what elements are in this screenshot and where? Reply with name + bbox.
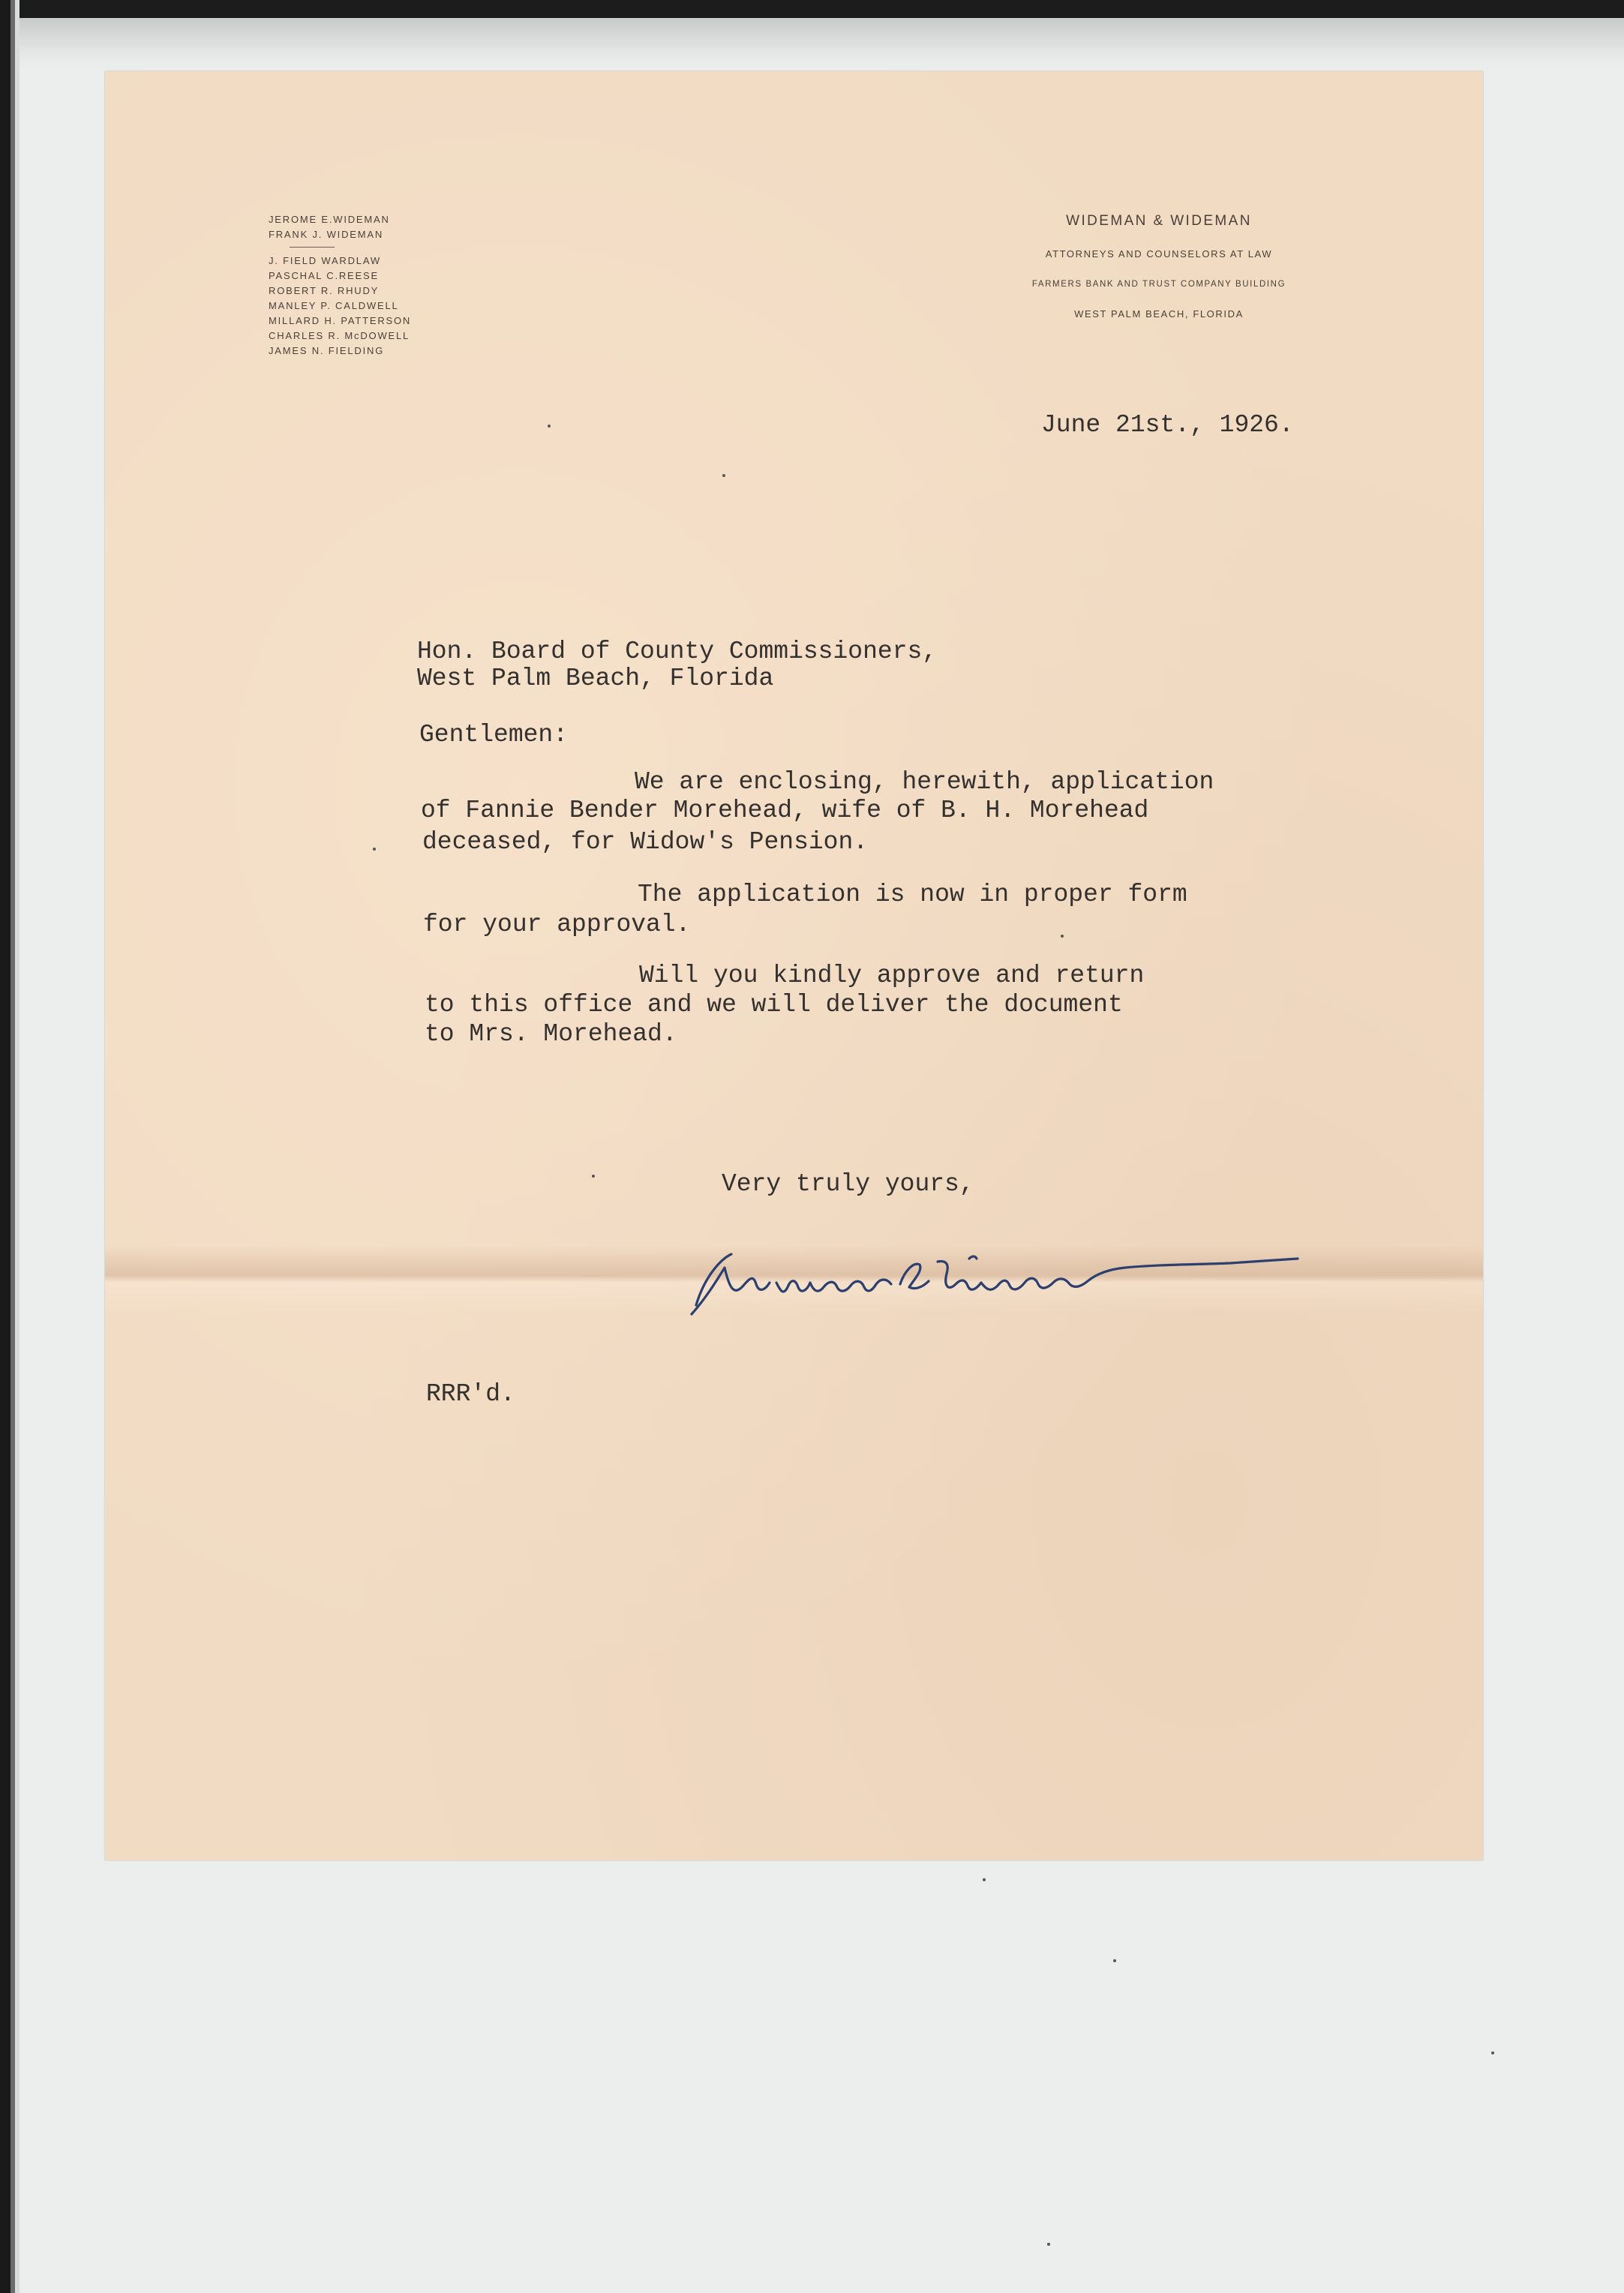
scan-left-border	[0, 0, 20, 2293]
letterhead-firm-block	[968, 212, 1350, 322]
body-line: to this office and we will deliver the document	[425, 991, 1123, 1019]
associate-name: MANLEY P. CALDWELL	[269, 300, 399, 311]
associate-name: MILLARD H. PATTERSON	[269, 315, 412, 326]
closing: Very truly yours,	[722, 1170, 974, 1198]
letterhead-divider	[290, 247, 335, 248]
partner-name: FRANK J. WIDEMAN	[269, 229, 384, 240]
firm-name: WIDEMAN & WIDEMAN	[1066, 213, 1252, 229]
typist-initials: RRR'd.	[426, 1380, 515, 1408]
body-line: We are enclosing, herewith, application	[635, 768, 1214, 796]
scan-speck	[1047, 2243, 1050, 2246]
paper-speck	[592, 1175, 595, 1178]
firm-building: FARMERS BANK AND TRUST COMPANY BUILDING	[1031, 280, 1286, 289]
firm-description: ATTORNEYS AND COUNSELORS AT LAW	[1045, 248, 1273, 260]
scan-speck	[1113, 1959, 1116, 1962]
paper-speck	[548, 425, 551, 428]
associate-name: J. FIELD WARDLAW	[269, 255, 381, 266]
addressee-line: West Palm Beach, Florida	[417, 665, 774, 692]
paper-speck	[722, 474, 725, 477]
associate-name: ROBERT R. RHUDY	[269, 285, 380, 296]
scan-speck	[983, 1878, 986, 1881]
body-line: for your approval.	[423, 911, 691, 938]
body-line: Will you kindly approve and return	[639, 962, 1145, 989]
addressee-line: Hon. Board of County Commissioners,	[417, 638, 938, 665]
letterhead-partner-list	[269, 212, 411, 359]
firm-city: WEST PALM BEACH, FLORIDA	[1074, 308, 1244, 320]
associate-name: JAMES N. FIELDING	[269, 345, 385, 356]
associate-name: CHARLES R. McDOWELL	[269, 330, 410, 341]
scan-speck	[1491, 2051, 1494, 2054]
scan-top-border	[0, 0, 1624, 18]
scan-shadow	[20, 18, 1624, 71]
paper-speck	[373, 848, 376, 851]
body-line: of Fannie Bender Morehead, wife of B. H. Morehead	[421, 797, 1149, 824]
body-line: The application is now in proper form	[638, 881, 1187, 908]
handwritten-signature	[675, 1215, 1328, 1328]
partner-name: JEROME E.WIDEMAN	[269, 214, 390, 225]
body-line: deceased, for Widow's Pension.	[422, 828, 869, 856]
body-line: to Mrs. Morehead.	[425, 1020, 677, 1048]
associate-name: PASCHAL C.REESE	[269, 270, 379, 281]
paper-speck	[1061, 935, 1064, 938]
letter-date: June 21st., 1926.	[1041, 411, 1294, 439]
salutation: Gentlemen:	[419, 721, 569, 749]
